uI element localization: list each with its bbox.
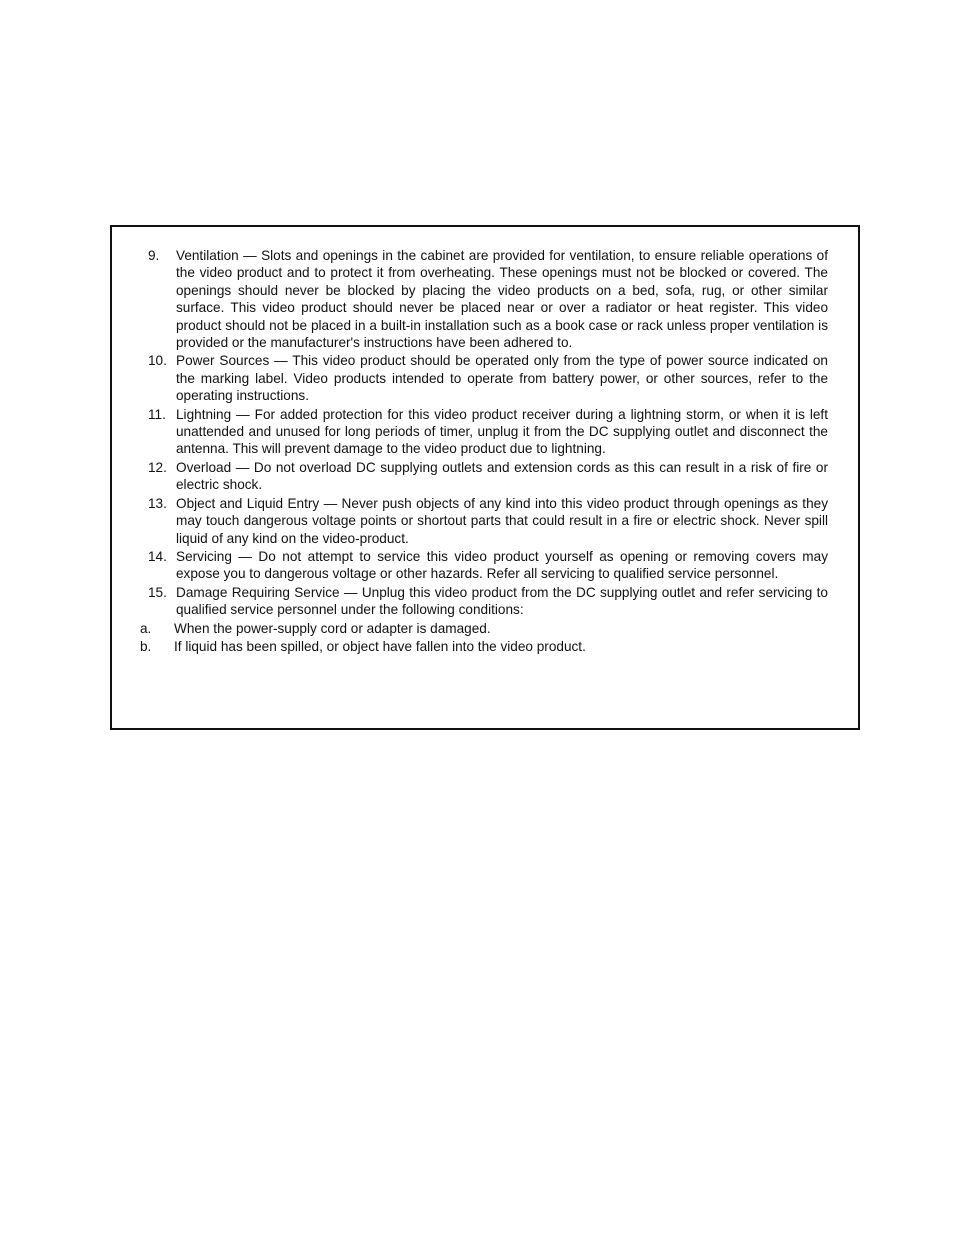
item-number: 13. [148, 495, 167, 511]
list-item [148, 459, 828, 494]
list-item [148, 584, 828, 619]
list-item [148, 247, 828, 351]
item-number: 12. [148, 459, 167, 475]
item-text: Damage Requiring Service — Unplug this video product from the DC supplying outlet and refer servicing to qualified service personnel under the following conditions: [176, 584, 828, 618]
item-text: Ventilation — Slots and openings in the cabinet are provided for ventilation, to ensure reliable operations of the video product and to protect it from overheating. These openings must not be blocked or covered. The openings should never be blocked by placing the video products on a bed, sofa, rug, or other similar surface. This video product should never be placed near or over a radiator or heat register. This video product should not be placed in a built-in installation such as a book case or rack unless proper ventilation is provided or the manufacturer's instructions have been adhered to. [176, 248, 828, 351]
item-letter: a. [140, 620, 152, 636]
item-number: 11. [148, 406, 166, 422]
list-item [148, 406, 828, 458]
item-number: 15. [148, 584, 167, 600]
item-text: Power Sources — This video product should be operated only from the type of power source indicated on the marking label. Video products intended to operate from battery power, or other sources, refer to the operating instructions. [176, 353, 828, 404]
list-item [148, 352, 828, 404]
item-number: 10. [148, 353, 167, 369]
safety-instructions-box [110, 225, 860, 730]
item-text: If liquid has been spilled, or object have fallen into the video product. [174, 638, 586, 654]
list-item [148, 548, 828, 583]
item-text: Object and Liquid Entry — Never push objects of any kind into this video product through openings as they may touch dangerous voltage points or shortout parts that could result in a fire or electric shock. Never spill liquid of any kind on the video-product. [176, 495, 828, 546]
item-text: Lightning — For added protection for this video product receiver during a lightning storm, or when it is left unattended and unused for long periods of timer, unplug it from the DC supplying outlet and disconnect the antenna. This will prevent damage to the video product due to lightning. [176, 406, 828, 457]
item-text: Overload — Do not overload DC supplying outlets and extension cords as this can result in a risk of fire or electric shock. [176, 459, 828, 493]
list-item [148, 495, 828, 547]
item-number: 14. [148, 548, 167, 564]
item-number: 9. [148, 248, 160, 263]
item-text: Servicing — Do not attempt to service this video product yourself as opening or removing covers may expose you to dangerous voltage or other hazards. Refer all servicing to qualified service personnel. [176, 548, 828, 582]
sub-list-item [140, 620, 828, 637]
item-letter: b. [140, 638, 152, 654]
item-text: When the power-supply cord or adapter is damaged. [174, 620, 491, 636]
sub-list-item [140, 638, 828, 655]
